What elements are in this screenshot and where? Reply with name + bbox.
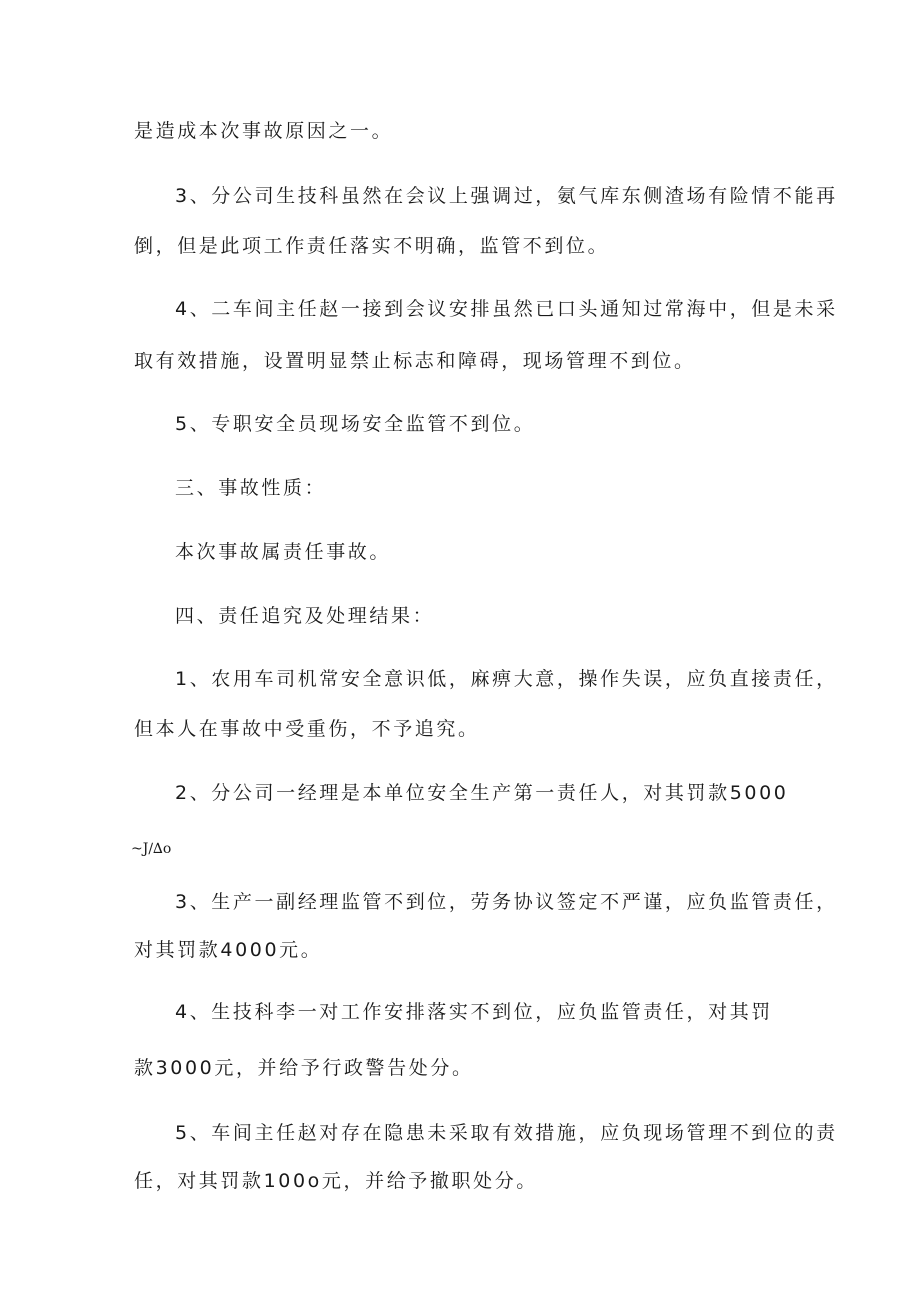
text-line: 5、车间主任赵对存在隐患未采取有效措施，应负现场管理不到位的责 xyxy=(175,1122,838,1144)
text-line: 3、生产一副经理监管不到位，劳务协议签定不严谨，应负监管责任， xyxy=(175,891,838,913)
text-line: 对其罚款4000元。 xyxy=(134,939,323,961)
section-heading: 四、责任追究及处理结果： xyxy=(175,605,435,627)
text-line: 但本人在事故中受重伤，不予追究。 xyxy=(134,718,480,740)
section-heading: 三、事故性质： xyxy=(175,477,327,499)
text-line: 4、生技科李一对工作安排落实不到位，应负监管责任，对其罚 xyxy=(175,1001,773,1023)
text-line: 本次事故属责任事故。 xyxy=(175,541,392,563)
text-line: 2、分公司一经理是本单位安全生产第一责任人，对其罚款5000 xyxy=(175,782,789,804)
text-line: 3、分公司生技科虽然在会议上强调过，氨气库东侧渣场有险情不能再 xyxy=(175,185,838,207)
garbled-text-line: ~J∕∆o xyxy=(131,841,172,857)
text-line: 任，对其罚款100o元，并给予撤职处分。 xyxy=(134,1170,538,1192)
text-line: 款3000元，并给予行政警告处分。 xyxy=(134,1057,474,1079)
text-line: 取有效措施，设置明显禁止标志和障碍，现场管理不到位。 xyxy=(134,350,696,372)
text-line: 是造成本次事故原因之一。 xyxy=(134,120,394,142)
text-line: 5、专职安全员现场安全监管不到位。 xyxy=(175,413,536,435)
text-line: 1、农用车司机常安全意识低，麻痹大意，操作失误，应负直接责任， xyxy=(175,668,838,690)
text-line: 倒，但是此项工作责任落实不明确，监管不到位。 xyxy=(134,235,610,257)
text-line: 4、二车间主任赵一接到会议安排虽然已口头通知过常海中，但是未采 xyxy=(175,298,838,320)
